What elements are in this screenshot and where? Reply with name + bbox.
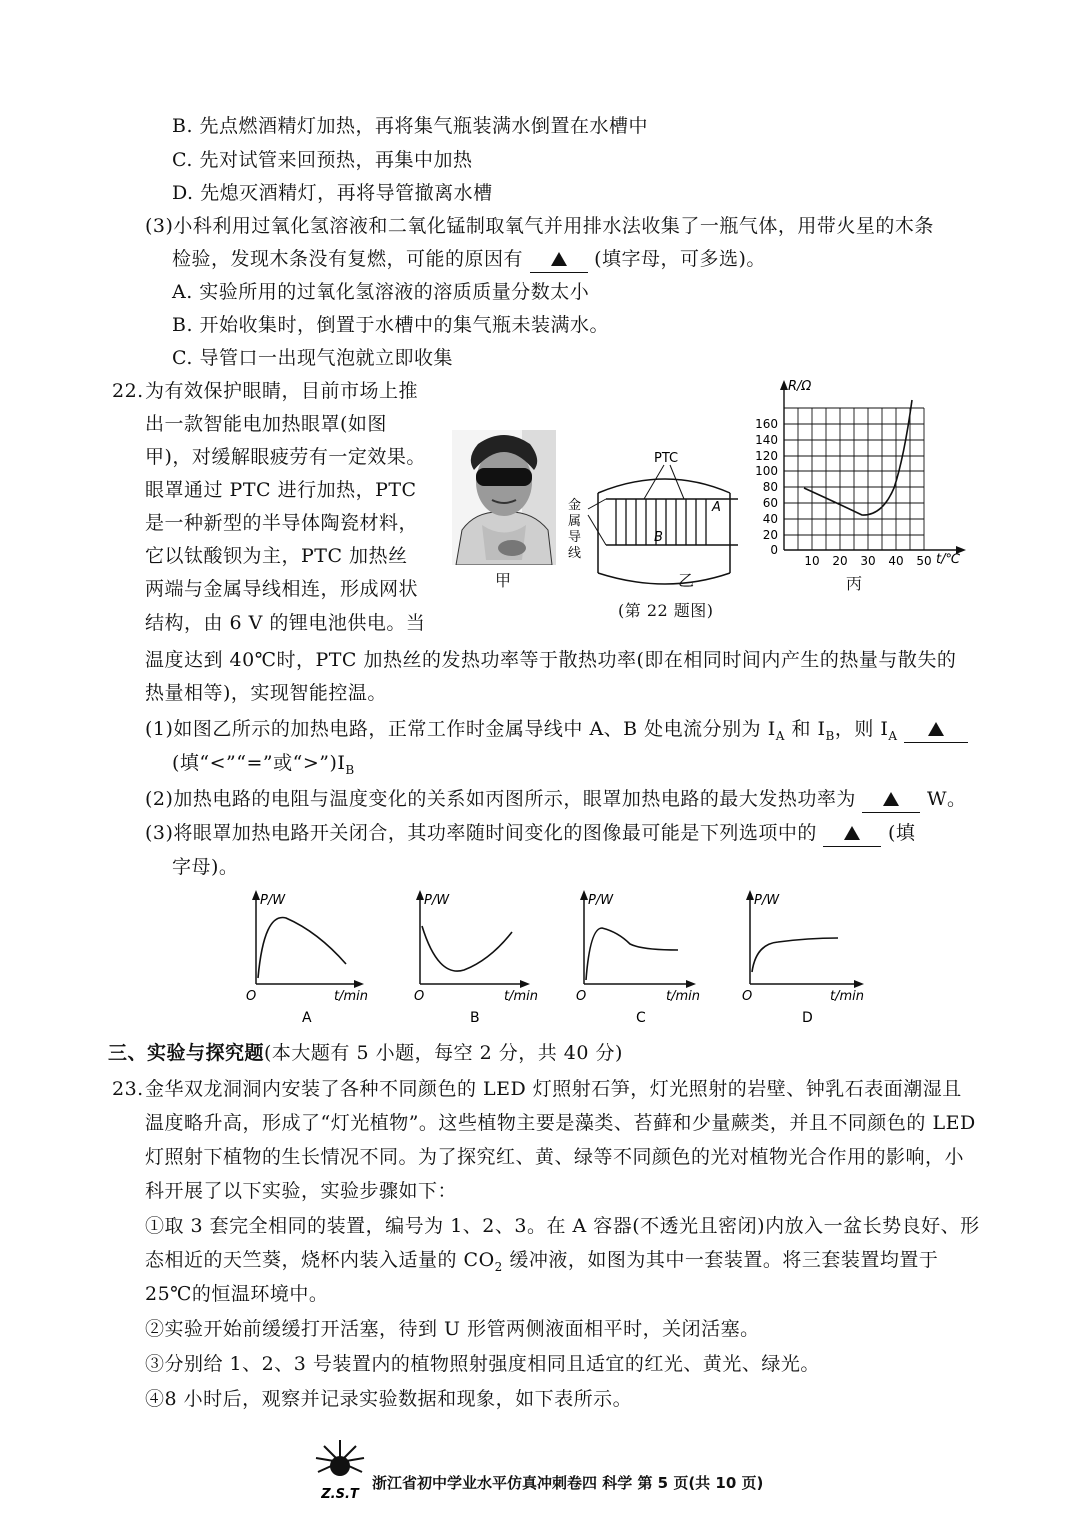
option-d-ylabel: P/W bbox=[754, 893, 780, 908]
heating-circuit-diagram bbox=[566, 445, 746, 590]
q22-line-1: 为有效保护眼睛，目前市场上推 bbox=[145, 380, 419, 402]
section-heading bbox=[108, 1040, 623, 1066]
q22-line-3: 甲)，对缓解眼疲劳有一定效果。 bbox=[145, 446, 426, 468]
point-a-label: A bbox=[712, 500, 721, 515]
sub3-text: (3)将眼罩加热电路开关闭合，其功率随时间变化的图像最可能是下列选项中的 bbox=[145, 822, 817, 844]
q21-part3-line2 bbox=[172, 246, 766, 273]
q22-sub1-line1 bbox=[145, 716, 968, 749]
figure-label-yi: 乙 bbox=[678, 571, 695, 590]
option-a-origin: O bbox=[246, 989, 257, 1004]
q23-step1-line3: 25℃的恒温环境中。 bbox=[145, 1283, 329, 1305]
publisher-logo-icon bbox=[310, 1436, 370, 1506]
resistance-temperature-graph bbox=[752, 378, 970, 578]
q23-step1-line2 bbox=[145, 1247, 938, 1280]
co2-subscript: 2 bbox=[494, 1259, 503, 1274]
figure-label-jia: 甲 bbox=[495, 571, 512, 590]
metal-wire-char-3: 导 bbox=[568, 530, 582, 545]
point-b-label: B bbox=[654, 530, 663, 545]
q23-step3: ③分别给 1、2、3 号装置内的植物照射强度相同且适宜的红光、黄光、绿光。 bbox=[145, 1353, 820, 1375]
sub2-unit: W。 bbox=[927, 788, 967, 810]
q22-line-6: 它以钛酸钡为主，PTC 加热丝 bbox=[145, 545, 408, 567]
option-a-xlabel: t/min bbox=[334, 989, 368, 1004]
x-tick: 30 bbox=[860, 554, 876, 568]
q23-line-2: 温度略升高，形成了“灯光植物”。这些植物主要是藻类、苔藓和少量蕨类，并且不同颜色的 LED bbox=[145, 1112, 976, 1134]
option-graph-a[interactable] bbox=[246, 890, 368, 1026]
q22-sub3-line2: 字母)。 bbox=[172, 856, 239, 878]
q22-line-2: 出一款智能电加热眼罩(如图 bbox=[145, 413, 387, 435]
triangle-icon bbox=[551, 252, 567, 266]
sub2-text: (2)加热电路的电阻与温度变化的关系如丙图所示，眼罩加热电路的最大发热功率为 bbox=[145, 788, 856, 810]
q21-part3-line1: (3)小科利用过氧化氢溶液和二氧化锰制取氧气并用排水法收集了一瓶气体，用带火星的木条 bbox=[145, 215, 934, 237]
option-c-xlabel: t/min bbox=[666, 989, 700, 1004]
q23-number: 23. bbox=[112, 1078, 144, 1100]
metal-wire-char-4: 线 bbox=[568, 546, 582, 561]
sub1-subscript: A bbox=[888, 728, 898, 743]
q21-option-c: C. 导管口一出现气泡就立即收集 bbox=[172, 347, 453, 369]
option-graph-d[interactable] bbox=[742, 890, 864, 1026]
y-tick: 120 bbox=[755, 449, 778, 463]
option-d-xlabel: t/min bbox=[830, 989, 864, 1004]
option-graph-c[interactable] bbox=[576, 890, 700, 1026]
x-tick: 50 bbox=[916, 554, 932, 568]
q23-step2: ②实验开始前缓缓打开活塞，待到 U 形管两侧液面相平时，关闭活塞。 bbox=[145, 1318, 760, 1340]
y-tick: 0 bbox=[770, 543, 778, 557]
q21-option-b: B. 开始收集时，倒置于水槽中的集气瓶未装满水。 bbox=[172, 314, 610, 336]
power-time-options bbox=[238, 888, 878, 1028]
sub1-subscript: B bbox=[345, 762, 355, 777]
figure-caption: (第 22 题图) bbox=[618, 601, 714, 620]
answer-blank[interactable] bbox=[904, 716, 968, 743]
sub1-subscript: B bbox=[825, 728, 835, 743]
ptc-label: PTC bbox=[654, 451, 679, 466]
option-a-ylabel: P/W bbox=[260, 893, 286, 908]
figure-label-bing: 丙 bbox=[846, 574, 863, 593]
q22-full-line-2: 热量相等)，实现智能控温。 bbox=[145, 682, 387, 704]
q21-part3-text: 检验，发现木条没有复燃，可能的原因有 bbox=[172, 248, 524, 270]
metal-wire-char-1: 金 bbox=[568, 498, 582, 513]
answer-blank[interactable] bbox=[530, 246, 588, 273]
x-tick: 20 bbox=[832, 554, 848, 568]
q23-step4: ④8 小时后，观察并记录实验数据和现象，如下表所示。 bbox=[145, 1388, 633, 1410]
option-b-ylabel: P/W bbox=[424, 893, 450, 908]
option-c-letter: C bbox=[636, 1010, 646, 1026]
eye-mask-photo bbox=[452, 430, 556, 565]
q23-step1-line1: ①取 3 套完全相同的装置，编号为 1、2、3。在 A 容器(不透光且密闭)内放入一盆长势良好、形 bbox=[145, 1215, 980, 1237]
sub1-text: ，则 I bbox=[834, 718, 889, 740]
q23-line-4: 科开展了以下实验，实验步骤如下： bbox=[145, 1180, 458, 1202]
rgraph-xlabel: t/℃ bbox=[936, 552, 961, 567]
q23-line-3: 灯照射下植物的生长情况不同。为了探究红、黄、绿等不同颜色的光对植物光合作用的影响，小 bbox=[145, 1146, 965, 1168]
option-d-letter: D bbox=[802, 1010, 813, 1026]
step1-text: 态相近的天竺葵，烧杯内装入适量的 CO bbox=[145, 1249, 495, 1271]
y-tick: 100 bbox=[755, 464, 778, 478]
rgraph-ylabel: R/Ω bbox=[788, 379, 812, 394]
sub1-subscript: A bbox=[775, 728, 785, 743]
x-tick: 10 bbox=[804, 554, 820, 568]
q21-part3-hint: (填字母，可多选)。 bbox=[594, 248, 766, 270]
y-tick: 60 bbox=[762, 496, 778, 510]
option-b-origin: O bbox=[414, 989, 425, 1004]
triangle-icon bbox=[883, 792, 899, 806]
y-tick: 140 bbox=[755, 433, 778, 447]
q22-line-4: 眼罩通过 PTC 进行加热，PTC bbox=[145, 479, 417, 501]
q22-sub3 bbox=[145, 820, 915, 847]
q21-option-a: A. 实验所用的过氧化氢溶液的溶质质量分数太小 bbox=[172, 281, 590, 303]
option-graph-b[interactable] bbox=[414, 890, 538, 1026]
q22-line-8: 结构，由 6 V 的锂电池供电。当 bbox=[145, 612, 426, 634]
triangle-icon bbox=[844, 826, 860, 840]
y-tick: 160 bbox=[755, 417, 778, 431]
answer-blank[interactable] bbox=[862, 786, 920, 813]
sub1-hint: (填“<”“=”或“>”)I bbox=[172, 752, 346, 774]
logo-text: Z.S.T bbox=[321, 1487, 359, 1502]
page-footer: 浙江省初中学业水平仿真冲刺卷四 科学 第 5 页(共 10 页) bbox=[372, 1474, 764, 1492]
q22-number: 22. bbox=[112, 380, 144, 402]
option-c-ylabel: P/W bbox=[588, 893, 614, 908]
option-b: B. 先点燃酒精灯加热，再将集气瓶装满水倒置在水槽中 bbox=[172, 115, 649, 137]
q22-sub2 bbox=[145, 786, 967, 813]
option-c-origin: O bbox=[576, 989, 587, 1004]
step1-text: 缓冲液，如图为其中一套装置。将三套装置均置于 bbox=[502, 1249, 939, 1271]
y-tick: 40 bbox=[762, 512, 778, 526]
option-c: C. 先对试管来回预热，再集中加热 bbox=[172, 149, 473, 171]
option-d: D. 先熄灭酒精灯，再将导管撤离水槽 bbox=[172, 182, 493, 204]
answer-blank[interactable] bbox=[823, 820, 881, 847]
option-b-letter: B bbox=[470, 1010, 480, 1026]
triangle-icon bbox=[928, 722, 944, 736]
q22-sub1-line2 bbox=[172, 750, 355, 783]
option-d-origin: O bbox=[742, 989, 753, 1004]
q23-line-1: 金华双龙洞洞内安装了各种不同颜色的 LED 灯照射石笋，灯光照射的岩壁、钟乳石表面潮湿且 bbox=[145, 1078, 962, 1100]
q22-full-line-1: 温度达到 40℃时，PTC 加热丝的发热功率等于散热功率(即在相同时间内产生的热量与散失的 bbox=[145, 649, 957, 671]
q22-line-5: 是一种新型的半导体陶瓷材料， bbox=[145, 512, 419, 534]
metal-wire-char-2: 属 bbox=[568, 514, 582, 529]
y-tick: 80 bbox=[762, 480, 778, 494]
option-a-letter: A bbox=[302, 1010, 312, 1026]
section-note: (本大题有 5 小题，每空 2 分，共 40 分) bbox=[264, 1042, 623, 1064]
section-title: 三、实验与探究题 bbox=[108, 1042, 265, 1064]
option-b-xlabel: t/min bbox=[504, 989, 538, 1004]
sub1-text: 和 I bbox=[784, 718, 826, 740]
sub1-text: (1)如图乙所示的加热电路，正常工作时金属导线中 A、B 处电流分别为 I bbox=[145, 718, 776, 740]
y-tick: 20 bbox=[762, 528, 778, 542]
sub3-text: (填 bbox=[888, 822, 916, 844]
q22-line-7: 两端与金属导线相连，形成网状 bbox=[145, 578, 419, 600]
x-tick: 40 bbox=[888, 554, 904, 568]
